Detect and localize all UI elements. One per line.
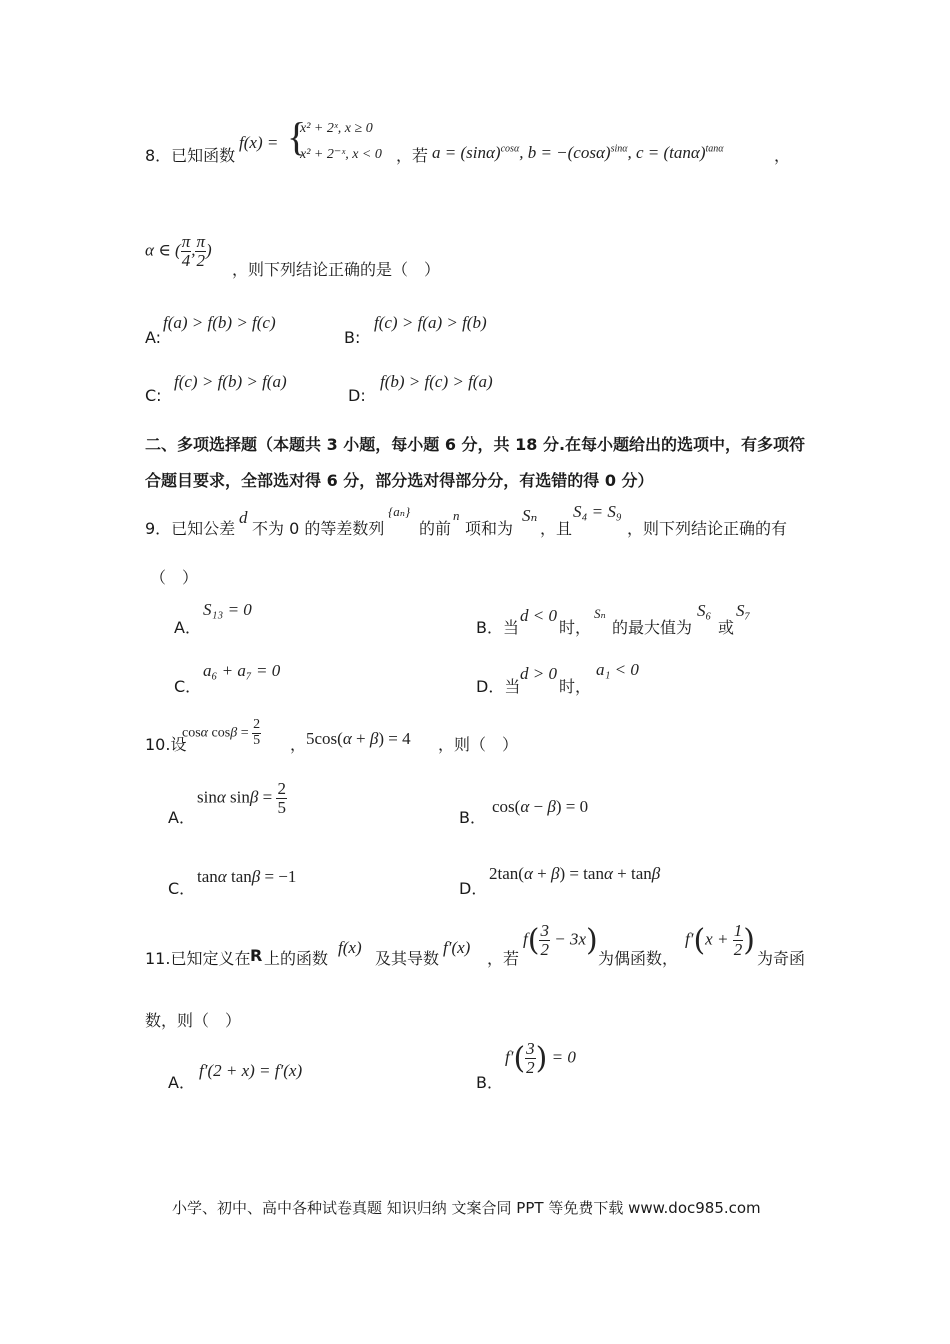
q9-optD-cond: d > 0	[520, 664, 557, 683]
q10-expr1: cosα cosβ = $\frac{2}{5}$	[182, 717, 261, 748]
q9-optC: a₆ + a₇ = 0	[203, 661, 281, 680]
q9-p1: 9．已知公差	[145, 519, 236, 538]
q9-Sn: Sₙ	[522, 506, 538, 525]
q9-optA: S₁₃ = 0	[203, 600, 252, 619]
q10-p1: 10.设	[145, 735, 187, 754]
q11-optA: f′(2 + x) = f′(x)	[199, 1061, 303, 1080]
q11-p6: 为奇函	[757, 949, 806, 968]
q8-func: f(x) =	[239, 133, 279, 152]
q11-e1: f( $\frac{3}{2}$ − 3x)	[523, 921, 598, 959]
q9-d: d	[239, 508, 248, 527]
q9-n: n	[453, 508, 460, 523]
q10-optD-label: D．	[459, 879, 488, 898]
q11-p3: 及其导数	[375, 949, 440, 968]
q8-optB-label: B:	[344, 328, 361, 347]
q9-p4: 项和为	[465, 519, 514, 538]
q8-ruo: ，若	[396, 146, 429, 165]
section2-line2: 合题目要求，全部选对得 6 分，部分选对得部分分，有选错的得 0 分）	[145, 471, 654, 490]
q11-p4: ，若	[487, 949, 520, 968]
q9-optA-label: A．	[174, 618, 201, 637]
q10-p2: ，则（ ）	[438, 735, 519, 754]
q9-optB-text: 的最大值为	[612, 618, 693, 637]
q8-suffix: ，则下列结论正确的是（ ）	[232, 260, 441, 279]
q9-S4S9: S₄ = S₉	[573, 502, 622, 521]
q8-optB: f(c) > f(a) > f(b)	[374, 313, 487, 332]
q10-comma: ，	[290, 735, 307, 754]
q8-case1: x² + 2ˣ, x ≥ 0	[300, 121, 373, 136]
q10-optC-label: C．	[168, 879, 196, 898]
q9-paren: （ ）	[150, 568, 199, 587]
section2-line1: 二、多项选择题（本题共 3 小题，每小题 6 分，共 18 分.在每小题给出的选项中，有多项符	[145, 435, 806, 454]
q9-optD-label: D．当	[476, 677, 521, 696]
q8-case2: x² + 2⁻ˣ, x < 0	[300, 147, 382, 162]
q8-optD-label: D:	[348, 386, 366, 405]
q9-optB-mid: 时，	[559, 618, 592, 637]
q10-optB: cos(α − β) = 0	[492, 797, 589, 816]
q11-optB: f′( $\frac{3}{2}$ ) = 0	[505, 1039, 576, 1077]
q9-optB-or: 或	[718, 618, 735, 637]
q8-optC-label: C:	[145, 386, 162, 405]
q11-p7: 数，则（ ）	[145, 1011, 242, 1030]
q10-optD: 2tan(α + β) = tanα + tanβ	[489, 864, 661, 883]
q8-optD: f(b) > f(c) > f(a)	[380, 372, 493, 391]
q10-expr2: 5cos(α + β) = 4	[306, 729, 411, 748]
q11-R: R	[250, 946, 263, 965]
q11-p5: 为偶函数，	[598, 949, 679, 968]
q9-p2: 不为 0 的等差数列	[252, 519, 385, 538]
q8-alpha-range: α ∈ ( $\frac{\pi}{4}$ , $\frac{\pi}{2}$ )	[145, 232, 212, 270]
q11-fx: f(x)	[338, 938, 362, 957]
q8-brace: {	[287, 114, 307, 159]
q11-optA-label: A．	[168, 1073, 195, 1092]
q9-optB-Sn: Sₙ	[594, 606, 606, 621]
q9-optD-mid: 时，	[559, 677, 592, 696]
q8-abc: $a = (\sin\alpha)^{cos\alpha}$, $b = -(\cos\alpha)^{sin\alpha}$, $c = (\tan\alpha)^{tan\alpha}$	[432, 143, 724, 162]
q8-optA-label: A:	[145, 328, 162, 347]
q11-fpx: f′(x)	[443, 938, 471, 957]
q9-an: {aₙ}	[388, 504, 411, 519]
q11-p1: 11.已知定义在	[145, 949, 251, 968]
q9-optB-S6: S₆	[697, 601, 712, 620]
q9-optD-val: a₁ < 0	[596, 660, 639, 679]
footer-text: 小学、初中、高中各种试卷真题 知识归纳 文案合同 PPT 等免费下载 www.doc985.com	[172, 1199, 761, 1217]
q8-optC: f(c) > f(b) > f(a)	[174, 372, 287, 391]
q9-p3: 的前	[419, 519, 452, 538]
q9-p6: ，则下列结论正确的有	[627, 519, 788, 538]
q9-optB-cond: d < 0	[520, 606, 557, 625]
q11-optB-label: B．	[476, 1073, 503, 1092]
q11-e2: f′(x + $\frac{1}{2}$ )	[685, 921, 755, 959]
q10-optB-label: B．	[459, 808, 486, 827]
q11-p2: 上的函数	[264, 949, 329, 968]
q10-optA: sinα sinβ = $\frac{2}{5}$	[197, 779, 286, 817]
q9-p5: ，且	[540, 519, 573, 538]
q9-optC-label: C．	[174, 677, 202, 696]
q8-prefix: 8．已知函数	[145, 146, 236, 165]
q10-optA-label: A．	[168, 808, 195, 827]
q8-optA: f(a) > f(b) > f(c)	[163, 313, 276, 332]
q9-optB-label: B．当	[476, 618, 519, 637]
q10-optC: tanα tanβ = −1	[197, 867, 297, 886]
q9-optB-S7: S₇	[736, 601, 751, 620]
q8-comma: ，	[774, 146, 791, 165]
